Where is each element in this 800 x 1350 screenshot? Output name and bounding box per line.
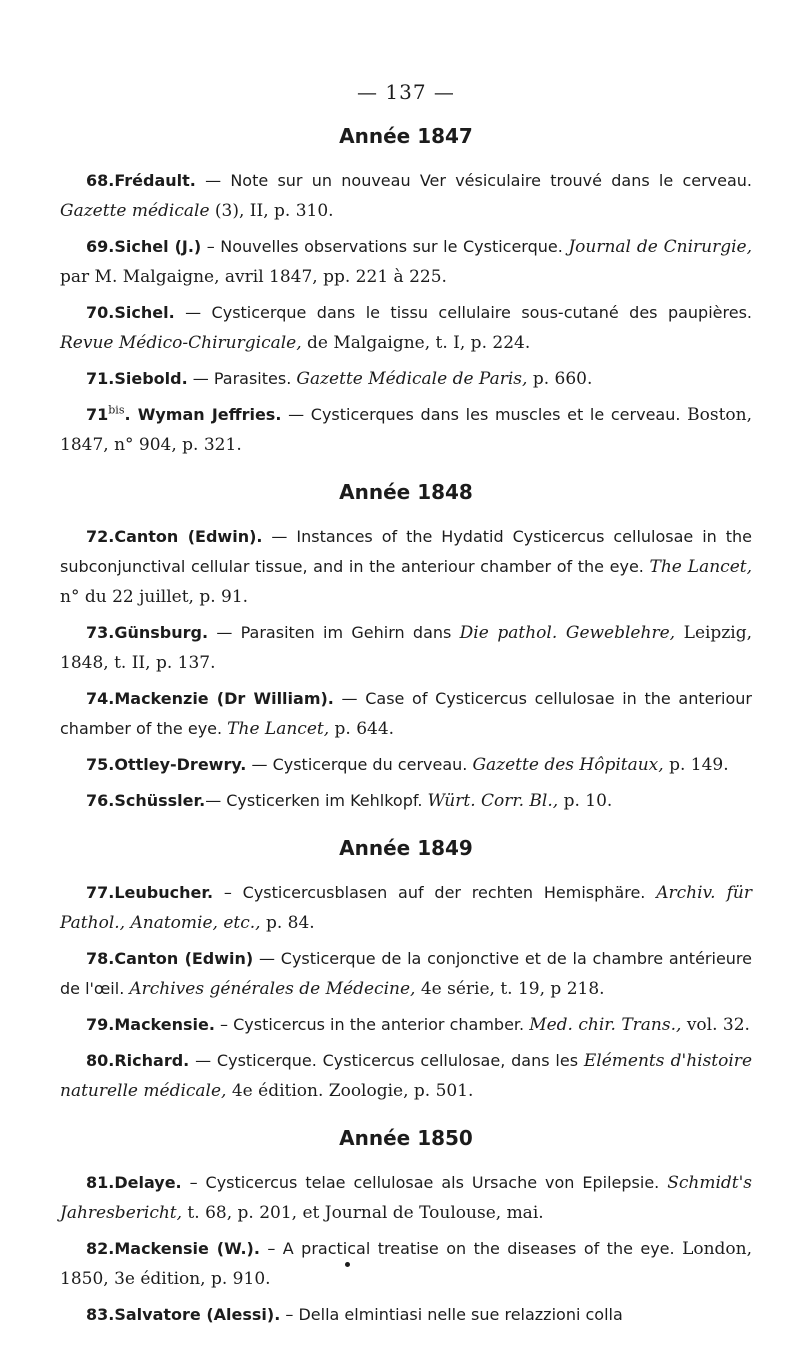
entry-author: Salvatore (Alessi). <box>114 1305 281 1324</box>
entry-title: – Cysticercus telae cellulosae als Ursache von Epilepsie. <box>181 1173 668 1192</box>
entry-journal: Gazette des Hôpitaux, <box>472 755 664 775</box>
year-heading: Année 1847 <box>339 124 473 148</box>
bibliography-entry <box>60 522 752 612</box>
entry-number-suffix: bis <box>108 403 125 417</box>
entry-title: — Case of Cysticercus cellulosae in the anteriour chamber of the eye. <box>60 689 752 738</box>
entry-details: 4e série, t. 19, p 218. <box>415 979 605 999</box>
entry-details: Boston, 1847, n° 904, p. 321. <box>60 405 753 455</box>
entry-journal: Gazette médicale <box>60 201 210 221</box>
entry-author: Schüssler. <box>114 791 206 810</box>
entry-details: p. 10. <box>558 791 613 811</box>
entry-details: n° du 22 juillet, p. 91. <box>60 587 249 607</box>
entry-journal: Gazette Médicale de Paris, <box>296 369 528 389</box>
entry-details: p. 84. <box>260 913 315 933</box>
entry-details: London, 1850, 3e édition, p. 910. <box>60 1239 753 1289</box>
bibliography-entry <box>60 1046 752 1106</box>
entry-number: 69. <box>86 237 115 256</box>
entry-journal: Die pathol. Geweblehre, <box>459 623 676 643</box>
entry-title: – A practical treatise on the diseases of the eye. <box>259 1239 683 1258</box>
entry-number: 83. <box>86 1305 115 1324</box>
entry-journal: Archiv. für Pathol., Anatomie, etc., <box>60 883 752 933</box>
entry-number: 72. <box>86 527 115 546</box>
entry-author: Mackensie (W.). <box>114 1239 260 1258</box>
year-section <box>60 124 752 460</box>
entry-author: Leubucher. <box>114 883 214 902</box>
entry-author: Richard. <box>114 1051 190 1070</box>
entry-author: Sichel (J.) <box>114 237 202 256</box>
entry-number: 74. <box>86 689 115 708</box>
entry-title: – Della elmintiasi nelle sue relazzioni colla <box>280 1305 623 1324</box>
bibliography-entry <box>60 878 752 938</box>
bibliography-entry <box>60 166 752 226</box>
entry-number: 70. <box>86 303 115 322</box>
page-number: — 137 — <box>357 80 455 104</box>
entry-number: 78. <box>86 949 115 968</box>
entry-title: — Note sur un nouveau Ver vésiculaire trouvé dans le cerveau. <box>195 171 752 190</box>
entry-number: 71 <box>86 405 109 424</box>
entry-author: Sichel. <box>114 303 175 322</box>
entry-title: — Cysticerque. Cysticercus cellulosae, dans les <box>189 1051 584 1070</box>
entry-author: Günsburg. <box>114 623 209 642</box>
entry-number: 76. <box>86 791 115 810</box>
entry-title: – Nouvelles observations sur le Cysticerque. <box>201 237 569 256</box>
entry-number: 77. <box>86 883 115 902</box>
entry-title: – Cysticercus in the anterior chamber. <box>214 1015 530 1034</box>
entry-journal: Würt. Corr. Bl., <box>427 791 559 811</box>
bibliography-entry <box>60 786 752 816</box>
entry-number: 79. <box>86 1015 115 1034</box>
year-section <box>60 480 752 816</box>
entry-author: Siebold. <box>114 369 188 388</box>
bibliography-entry <box>60 364 752 394</box>
entry-author: Delaye. <box>114 1173 182 1192</box>
entry-number: 71. <box>86 369 115 388</box>
bibliography-entry <box>60 1300 752 1330</box>
entry-details: p. 644. <box>329 719 395 739</box>
entry-author: . Wyman Jeffries. <box>124 405 282 424</box>
bibliography-entry <box>60 618 752 678</box>
entry-details: vol. 32. <box>681 1015 750 1035</box>
entry-number: 81. <box>86 1173 115 1192</box>
bibliography-entry <box>60 232 752 292</box>
entry-journal: The Lancet, <box>227 719 330 739</box>
year-heading: Année 1849 <box>339 836 473 860</box>
entry-journal: Eléments d'histoire naturelle médicale, <box>60 1051 752 1101</box>
entry-title: — Cysticerque de la conjonctive et de la chambre antérieure de l'œil. <box>60 949 752 998</box>
bibliography-entry <box>60 1168 752 1228</box>
entry-title: — Instances of the Hydatid Cysticercus cellulosae in the subconjunctival cellular tissue, and in the anteriour chamber of the eye. <box>60 527 752 576</box>
bibliography <box>60 124 752 1330</box>
bibliography-entry <box>60 1234 752 1294</box>
year-heading: Année 1848 <box>339 480 473 504</box>
entry-details: t. 68, p. 201, et Journal de Toulouse, mai. <box>182 1203 544 1223</box>
entry-title: — Cysticerque dans le tissu cellulaire sous-cutané des paupières. <box>174 303 752 322</box>
entry-title: — Parasiten im Gehirn dans <box>208 623 460 642</box>
entry-title: — Parasites. <box>187 369 297 388</box>
entry-details: p. 660. <box>527 369 593 389</box>
book-page <box>60 80 752 1350</box>
bibliography-entry <box>60 1010 752 1040</box>
entry-details: Leipzig, 1848, t. II, p. 137. <box>60 623 752 673</box>
entry-author: Canton (Edwin). <box>114 527 263 546</box>
entry-details: de Malgaigne, t. I, p. 224. <box>301 333 531 353</box>
entry-number: 80. <box>86 1051 115 1070</box>
entry-author: Mackenzie (Dr William). <box>114 689 334 708</box>
year-section <box>60 836 752 1106</box>
entry-author: Mackensie. <box>114 1015 215 1034</box>
entry-details: (3), II, p. 310. <box>209 201 334 221</box>
page-dot-mark <box>345 1262 350 1267</box>
bibliography-entry <box>60 684 752 744</box>
year-section <box>60 1126 752 1330</box>
entry-journal: Schmidt's Jahresbericht, <box>60 1173 752 1223</box>
entry-author: Frédault. <box>114 171 196 190</box>
entry-title: — Cysticerques dans les muscles et le cerveau. <box>281 405 688 424</box>
entry-journal: Revue Médico-Chirurgicale, <box>60 333 302 353</box>
entry-journal: Journal de Cnirurgie, <box>568 237 752 257</box>
entry-journal: Med. chir. Trans., <box>529 1015 682 1035</box>
entry-author: Ottley-Drewry. <box>114 755 247 774</box>
year-heading: Année 1850 <box>339 1126 473 1150</box>
entry-journal: The Lancet, <box>649 557 752 577</box>
entry-details: 4e édition. Zoologie, p. 501. <box>226 1081 474 1101</box>
entry-title: — Cysticerken im Kehlkopf. <box>205 791 428 810</box>
entry-details: p. 149. <box>663 755 729 775</box>
entry-details: par M. Malgaigne, avril 1847, pp. 221 à 225. <box>60 267 447 287</box>
bibliography-entry <box>60 298 752 358</box>
bibliography-entry <box>60 400 752 460</box>
entry-author: Canton (Edwin) <box>114 949 254 968</box>
entry-title: — Cysticerque du cerveau. <box>246 755 473 774</box>
bibliography-entry <box>60 750 752 780</box>
entry-number: 75. <box>86 755 115 774</box>
entry-journal: Archives générales de Médecine, <box>129 979 416 999</box>
entry-title: – Cysticercusblasen auf der rechten Hemisphäre. <box>213 883 657 902</box>
entry-number: 73. <box>86 623 115 642</box>
bibliography-entry <box>60 944 752 1004</box>
entry-number: 68. <box>86 171 115 190</box>
entry-number: 82. <box>86 1239 115 1258</box>
